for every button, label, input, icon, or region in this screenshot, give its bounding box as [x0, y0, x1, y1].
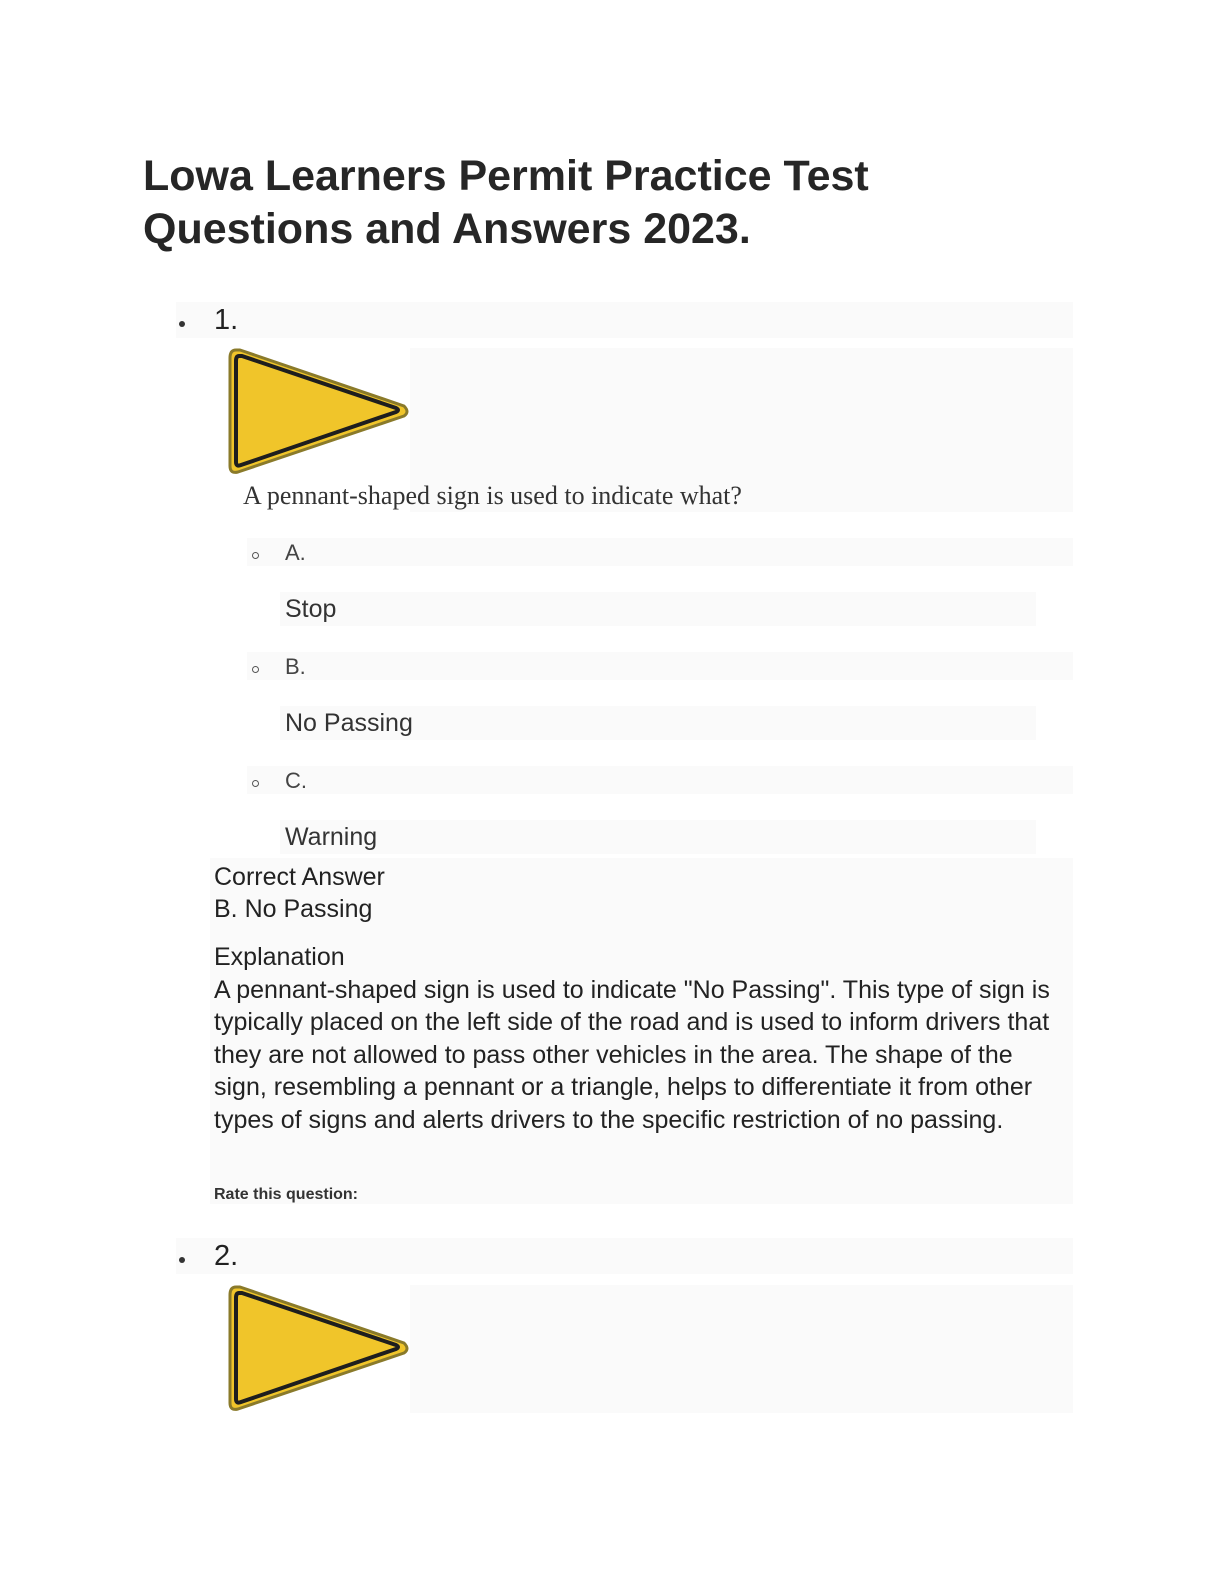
circle-bullet-icon — [252, 552, 259, 559]
bullet-icon — [179, 321, 185, 327]
correct-answer-value: B. No Passing — [214, 895, 373, 923]
option-a-body-bg — [280, 592, 1036, 626]
rate-question-label: Rate this question: — [214, 1186, 359, 1203]
option-a-text[interactable]: Stop — [285, 595, 337, 623]
option-a-header-bg — [247, 538, 1073, 566]
question-number: 1. — [214, 304, 239, 336]
question-2-header-bg — [176, 1238, 1073, 1274]
option-a-letter: A. — [285, 540, 306, 565]
pennant-sign-shape — [230, 350, 407, 472]
page-title — [143, 150, 1043, 256]
question-number: 2. — [214, 1240, 239, 1272]
option-c-letter: C. — [285, 768, 307, 793]
option-b-header-bg — [247, 652, 1073, 680]
question-text: A pennant-shaped sign is used to indicate what? — [243, 481, 742, 510]
option-c-header-bg — [247, 766, 1073, 794]
bullet-icon — [179, 1257, 185, 1263]
pennant-sign-icon — [226, 1283, 414, 1415]
option-b-text[interactable]: No Passing — [285, 709, 413, 737]
title-line-2: Questions and Answers 2023. — [143, 205, 751, 253]
pennant-sign-icon — [226, 346, 414, 478]
explanation-label: Explanation — [214, 943, 345, 971]
pennant-sign-shape — [230, 1287, 407, 1409]
title-line-1: Lowa Learners Permit Practice Test — [143, 152, 869, 200]
explanation-text: A pennant-shaped sign is used to indicate "No Passing". This type of sign is typically placed on the left side of the road and is used to inform drivers that they are not allowed to pass other vehicles in the area. The shape of the sign, resembling a pennant or a triangle, helps to differentiate it from other types of signs and alerts drivers to the specific restriction of no passing. — [214, 975, 1050, 1134]
explanation — [214, 941, 1064, 1136]
question-2-body-bg — [410, 1285, 1073, 1413]
option-c-body-bg — [280, 820, 1036, 854]
option-c-text[interactable]: Warning — [285, 823, 378, 851]
circle-bullet-icon — [252, 780, 259, 787]
question-1-header-bg — [176, 302, 1073, 338]
correct-answer — [214, 861, 1064, 925]
circle-bullet-icon — [252, 666, 259, 673]
correct-answer-label: Correct Answer — [214, 863, 385, 891]
option-b-letter: B. — [285, 654, 306, 679]
